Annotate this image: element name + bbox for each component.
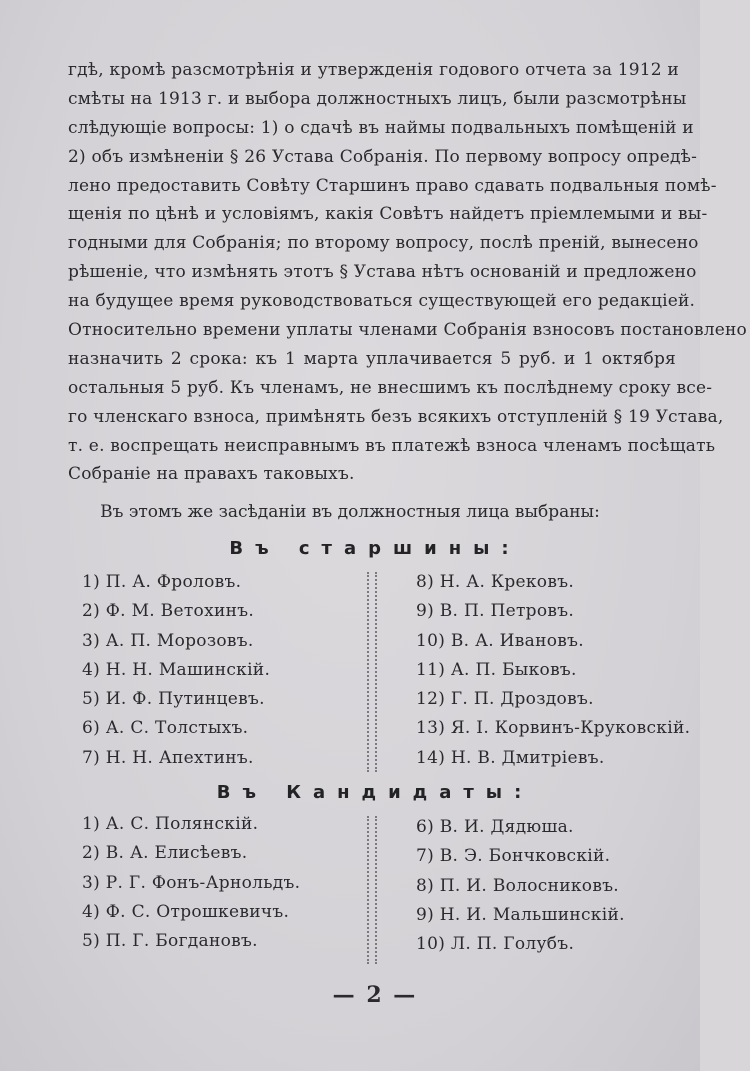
body-line: го членскаго взноса, примѣнять безъ всякихъ отступленій § 19 Устава, — [68, 406, 724, 427]
list-item: 7) В. Э. Бончковскій. — [416, 846, 611, 867]
heading-kandidaty: Въ Кандидаты: — [216, 782, 534, 803]
list-item: 1) А. С. Полянскій. — [82, 814, 259, 834]
body-line: остальныя 5 руб. Къ членамъ, не внесшимъ къ послѣднему сроку все- — [68, 377, 713, 398]
body-line: Относительно времени уплаты членами Собранія взносовъ постановлено — [68, 320, 747, 341]
list-item: 8) Н. А. Крековъ. — [416, 572, 575, 592]
list-item: 3) Р. Г. Фонъ-Арнольдъ. — [82, 872, 301, 893]
list-item: 7) Н. Н. Апехтинъ. — [82, 747, 254, 768]
list-item: 13) Я. І. Корвинъ-Круковскій. — [416, 718, 691, 739]
body-line: гдѣ, кромѣ разсмотрѣнія и утвержденія годового отчета за 1912 и — [68, 60, 679, 80]
list-item: 4) Ф. С. Отрошкевичъ. — [82, 901, 290, 922]
kandidaty-list-left — [82, 814, 300, 960]
list-item: 3) А. П. Морозовъ. — [82, 630, 254, 651]
body-line: лено предоставить Совѣту Старшинъ право сдавать подвальныя помѣ- — [68, 175, 717, 196]
body-line: смѣты на 1913 г. и выбора должностныхъ лицъ, были разсмотрѣны — [68, 88, 687, 109]
kandidaty-list-right — [416, 817, 625, 963]
body-line: т. е. воспрещать неисправнымъ въ платежѣ взноса членамъ посѣщать — [68, 435, 716, 456]
list-item: 4) Н. Н. Машинскій. — [82, 659, 271, 680]
list-item: 2) В. А. Елисѣевъ. — [82, 843, 248, 864]
list-item: 8) П. И. Волосниковъ. — [416, 875, 620, 896]
list-item: 10) Л. П. Голубъ. — [416, 934, 575, 955]
starshiny-list-left — [82, 572, 270, 777]
body-line: на будущее время руководствоваться существующей его редакціей. — [68, 291, 696, 312]
list-item: 12) Г. П. Дроздовъ. — [416, 689, 594, 710]
body-line: щенія по цѣнѣ и условіямъ, какія Совѣтъ найдетъ пріемлемыми и вы- — [68, 204, 708, 225]
body-line: рѣшеніе, что измѣнять этотъ § Устава нѣтъ основаній и предложено — [68, 262, 697, 283]
page-number: — 2 — — [332, 982, 418, 1008]
list-item: 9) Н. И. Мальшинскій. — [416, 904, 625, 925]
list-item: 6) В. И. Дядюша. — [416, 817, 574, 837]
body-line: Собраніе на правахъ таковыхъ. — [68, 464, 355, 485]
body-line: слѣдующіе вопросы: 1) о сдачѣ въ наймы подвальныхъ помѣщеній и — [68, 117, 694, 138]
list-item: 2) Ф. М. Ветохинъ. — [82, 601, 255, 622]
list-item: 5) П. Г. Богдановъ. — [82, 931, 258, 952]
column-divider — [367, 572, 377, 772]
starshiny-list-right — [416, 572, 690, 777]
list-item: 14) Н. В. Дмитріевъ. — [416, 747, 605, 768]
list-item: 6) А. С. Толстыхъ. — [82, 718, 249, 739]
list-item: 1) П. А. Фроловъ. — [82, 572, 242, 592]
list-item: 11) А. П. Быковъ. — [416, 659, 577, 680]
body-line: 2) объ измѣненіи § 26 Устава Собранія. По первому вопросу опредѣ- — [68, 146, 698, 167]
body-line: годными для Собранія; по второму вопросу, послѣ преній, вынесено — [68, 233, 699, 254]
list-item: 5) И. Ф. Путинцевъ. — [82, 689, 265, 710]
body-paragraph — [68, 56, 747, 489]
heading-starshiny: Въ старшины: — [229, 538, 521, 559]
list-item: 9) В. П. Петровъ. — [416, 601, 575, 622]
list-item: 10) В. А. Ивановъ. — [416, 630, 584, 651]
election-intro: Въ этомъ же засѣданіи въ должностныя лица выбраны: — [100, 502, 600, 522]
column-divider — [367, 816, 377, 964]
body-line: назначить 2 срока: къ 1 марта уплачивается 5 руб. и 1 октября — [68, 348, 676, 369]
